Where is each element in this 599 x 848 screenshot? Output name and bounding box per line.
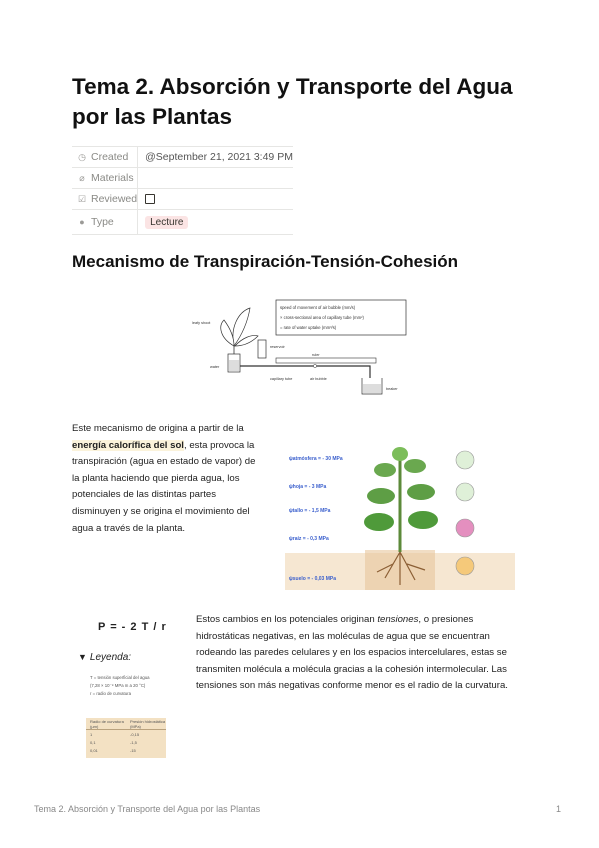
plant-potential-diagram: [285, 440, 515, 590]
property-created: [72, 147, 293, 168]
select-icon: ●: [79, 217, 85, 227]
section-heading: Mecanismo de Transpiración-Tensión-Cohesión: [72, 252, 459, 271]
created-value[interactable]: @September 21, 2021 3:49 PM: [138, 147, 293, 168]
paragraph-tensions: Estos cambios en los potenciales originan tensiones, o presiones hidrostáticas negativas, en las moléculas de agua que se encuentran rodeando las paredes celulares y en los espacios intercelulares, estas se transmiten molécula a molécula gracias a la cohesión intermolecular. Las tensiones son más negativas conforme menor es el radio de la curvatura.: [196, 614, 508, 692]
reviewed-checkbox[interactable]: [145, 194, 155, 204]
type-tag[interactable]: Lecture: [145, 216, 188, 229]
property-reviewed: [72, 189, 293, 210]
radius-pressure-table: Radio de curvatura (µm) Presión hidrostática (MPa) 1 -0,15 0,1 -1,5 0,01 -15: [86, 718, 166, 758]
page-title: Tema 2. Absorción y Transporte del Agua por las Plantas: [72, 74, 513, 129]
shoot-label: leafy shoot: [192, 321, 211, 325]
italic-text: tensiones: [377, 614, 419, 625]
potential-label: ψtallo = - 1,5 MPa: [289, 508, 331, 514]
box-line: × cross-sectional area of capillary tube (mm²): [280, 315, 364, 320]
toggle-triangle-icon[interactable]: ▼: [78, 652, 87, 662]
highlighted-text: energía calorífica del sol: [72, 439, 184, 451]
property-label: Type: [91, 216, 114, 228]
properties-table: [72, 146, 293, 235]
property-label: Materials: [91, 172, 134, 184]
ruler-label: ruler: [312, 353, 320, 357]
potential-label: ψsuelo = - 0,03 MPa: [289, 576, 336, 582]
paragraph-transpiration: Este mecanismo de origina a partir de la energía calorífica del sol, esta provoca la transpiración (agua en estado de vapor) de la planta haciendo que pierda agua, los potenciales de las distintas partes disminuyen y se origina el movimiento del agua a través de la planta.: [72, 423, 256, 534]
beaker-label: beaker: [386, 387, 398, 391]
legend-toggle[interactable]: ▼ Leyenda:: [78, 652, 132, 663]
property-label: Created: [91, 151, 129, 163]
box-line: speed of movement of air bubble (mm/s): [280, 305, 356, 310]
formula: P = - 2 T / r: [98, 621, 167, 633]
legend-text: T = tensión superficial del agua (7,28 × 10⁻⁸ MPa m a 20 °C) r = radio de curvatura: [90, 675, 150, 696]
checkbox-property-icon: ☑: [77, 194, 87, 204]
table-row: 0,1 -1,5: [90, 739, 137, 745]
water-label: water: [210, 365, 220, 369]
table-row: 0,01 -15: [90, 747, 136, 753]
clock-icon: ◷: [78, 152, 86, 162]
property-type: [72, 210, 293, 235]
footer-page-number: 1: [556, 804, 562, 814]
potential-label: ψhoja = - 3 MPa: [289, 484, 327, 490]
potential-label: ψraíz = - 0,3 MPa: [289, 536, 329, 542]
property-label: Reviewed: [91, 193, 138, 205]
capillary-label: capillary tube: [270, 377, 293, 381]
property-materials: [72, 168, 293, 189]
table-row: 1 -0,15: [90, 731, 140, 737]
leafy-shoot-drawing: [221, 308, 258, 360]
box-line: = rate of water uptake (mm³/s): [280, 325, 337, 330]
reservoir-label: reservoir: [270, 345, 285, 349]
footer-title: Tema 2. Absorción y Transporte del Agua por las Plantas: [34, 804, 261, 814]
potometer-diagram: [190, 298, 425, 398]
bubble-label: air bubble: [310, 377, 327, 381]
potential-label: ψatmósfera = - 30 MPa: [289, 456, 343, 462]
materials-value[interactable]: [138, 168, 293, 189]
paperclip-icon: ⌀: [79, 173, 85, 183]
